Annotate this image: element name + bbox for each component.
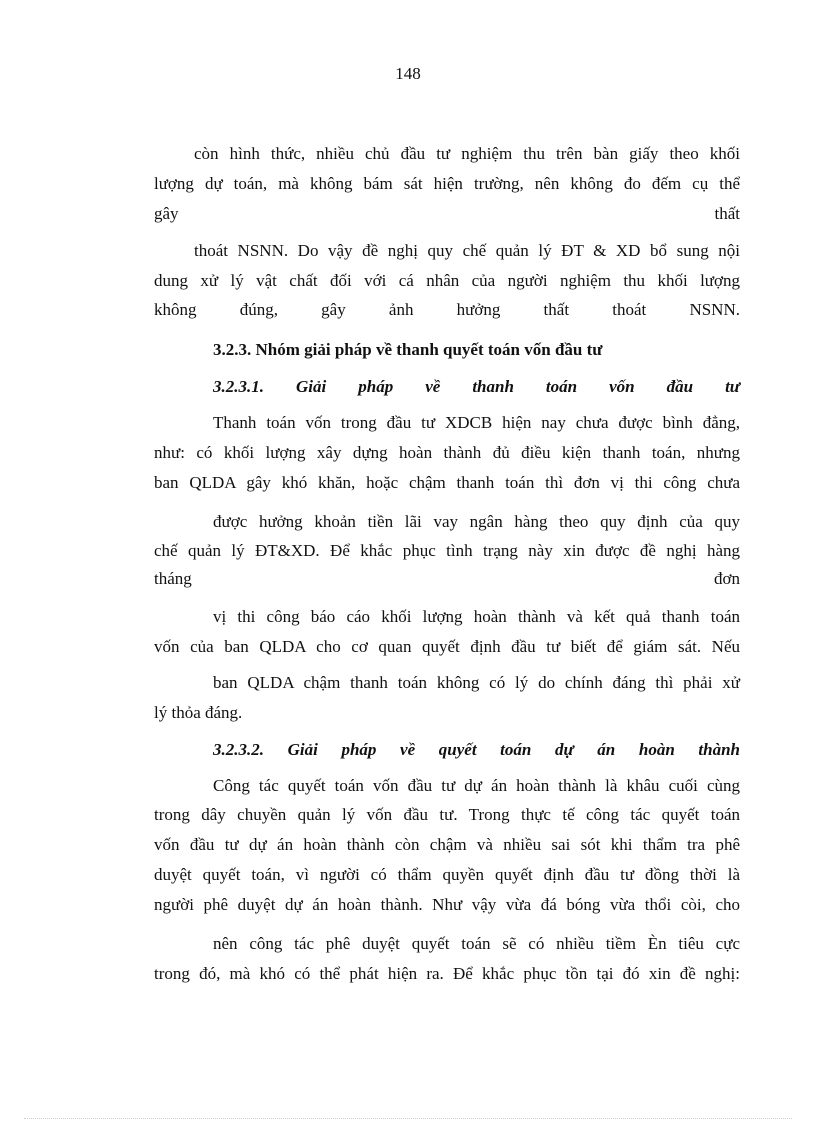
section-heading: 3.2.3. Nhóm giải pháp về thanh quyết toán vốn đầu tư: [213, 340, 603, 359]
text-line: vị thi công báo cáo khối lượng hoàn thành và kết quả thanh toán: [213, 607, 740, 626]
text-line: nên công tác phê duyệt quyết toán sẽ có nhiều tiềm Èn tiêu cực: [213, 934, 740, 953]
text-line: trong dây chuyền quản lý vốn đầu tư. Trong thực tế công tác quyết toán: [154, 805, 740, 824]
text-line: duyệt quyết toán, vì người có thẩm quyền quyết định đầu tư đồng thời là: [154, 865, 740, 884]
text-line: vốn của ban QLDA cho cơ quan quyết định đầu tư biết để giám sát. Nếu: [154, 637, 740, 656]
text-line: người phê duyệt dự án hoàn thành. Như vậy vừa đá bóng vừa thổi còi, cho: [154, 895, 740, 914]
text-line: ban QLDA chậm thanh toán không có lý do chính đáng thì phải xử: [213, 673, 740, 692]
text-line: không đúng, gây ảnh hưởng thất thoát NSNN.: [154, 300, 740, 319]
text-line: Thanh toán vốn trong đầu tư XDCB hiện nay chưa được bình đẳng,: [213, 413, 740, 432]
text-line: lượng dự toán, mà không bám sát hiện trường, nên không đo đếm cụ thể: [154, 174, 740, 193]
text-line: dung xử lý vật chất đối với cá nhân của người nghiệm thu khối lượng: [154, 271, 740, 290]
text-line: còn hình thức, nhiều chủ đầu tư nghiệm thu trên bàn giấy theo khối: [194, 144, 740, 163]
text-line: được hưởng khoản tiền lãi vay ngân hàng theo quy định của quy: [213, 512, 740, 531]
text-line: vốn đầu tư dự án hoàn thành còn chậm và nhiều sai sót khi thẩm tra phê: [154, 835, 740, 854]
text-line: trong đó, mà khó có thể phát hiện ra. Để khắc phục tồn tại đó xin đề nghị:: [154, 964, 740, 983]
text-line: lý thỏa đáng.: [154, 703, 243, 722]
text-line: thoát NSNN. Do vậy đề nghị quy chế quản lý ĐT & XD bổ sung nội: [194, 241, 740, 260]
text-line: gây thất: [154, 204, 740, 223]
page-number: 148: [395, 64, 421, 83]
subsection-heading: 3.2.3.2. Giải pháp về quyết toán dự án hoàn thành: [213, 740, 740, 759]
text-line: chế quản lý ĐT&XD. Để khắc phục tình trạng này xin được đề nghị hàng: [154, 541, 740, 560]
subsection-heading: 3.2.3.1. Giải pháp về thanh toán vốn đầu tư: [213, 377, 740, 396]
text-line: ban QLDA gây khó khăn, hoặc chậm thanh toán thì đơn vị thi công chưa: [154, 473, 740, 492]
text-line: Công tác quyết toán vốn đầu tư dự án hoàn thành là khâu cuối cùng: [213, 776, 740, 795]
footer-divider: [24, 1118, 792, 1119]
text-line: như: có khối lượng xây dựng hoàn thành đủ điều kiện thanh toán, nhưng: [154, 443, 740, 462]
text-line: tháng đơn: [154, 569, 740, 588]
